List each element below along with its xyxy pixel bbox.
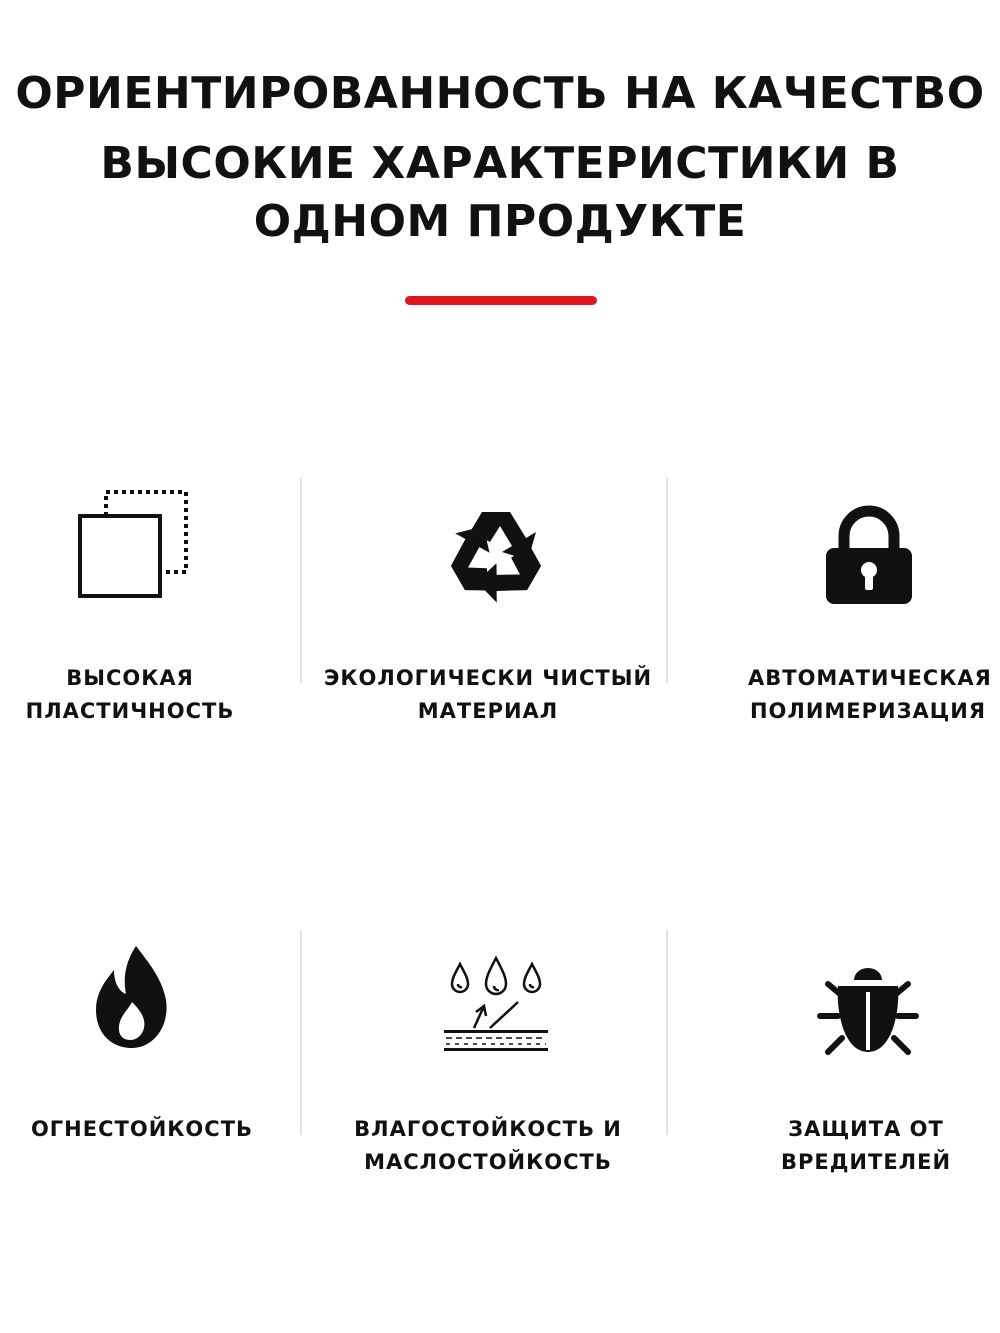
feature-label: АВТОМАТИЧЕСКАЯ ПОЛИМЕРИЗАЦИЯ [748, 666, 992, 723]
column-divider [666, 930, 668, 1135]
page-title: ОРИЕНТИРОВАННОСТЬ НА КАЧЕСТВО [15, 68, 985, 119]
column-divider [666, 478, 668, 683]
layers-resize-icon [72, 484, 196, 604]
feature-label: ВЛАГОСТОЙКОСТЬ И МАСЛОСТОЙКОСТЬ [354, 1117, 622, 1174]
column-divider [300, 930, 302, 1135]
page-subtitle-line1: ВЫСОКИЕ ХАРАКТЕРИСТИКИ В [100, 138, 900, 189]
bug-icon [816, 960, 920, 1062]
lock-icon [822, 504, 916, 606]
water-drops-icon [440, 956, 552, 1054]
recycle-icon [440, 500, 552, 606]
flame-icon [92, 944, 172, 1052]
feature-label: ЭКОЛОГИЧЕСКИ ЧИСТЫЙ МАТЕРИАЛ [323, 666, 653, 723]
page-subtitle-line2: ОДНОМ ПРОДУКТЕ [253, 196, 747, 247]
feature-label: ЗАЩИТА ОТ ВРЕДИТЕЛЕЙ [780, 1117, 952, 1174]
feature-label: ОГНЕСТОЙКОСТЬ [30, 1117, 254, 1141]
feature-label: ВЫСОКАЯ ПЛАСТИЧНОСТЬ [25, 666, 235, 723]
accent-divider [405, 296, 597, 305]
column-divider [300, 478, 302, 683]
